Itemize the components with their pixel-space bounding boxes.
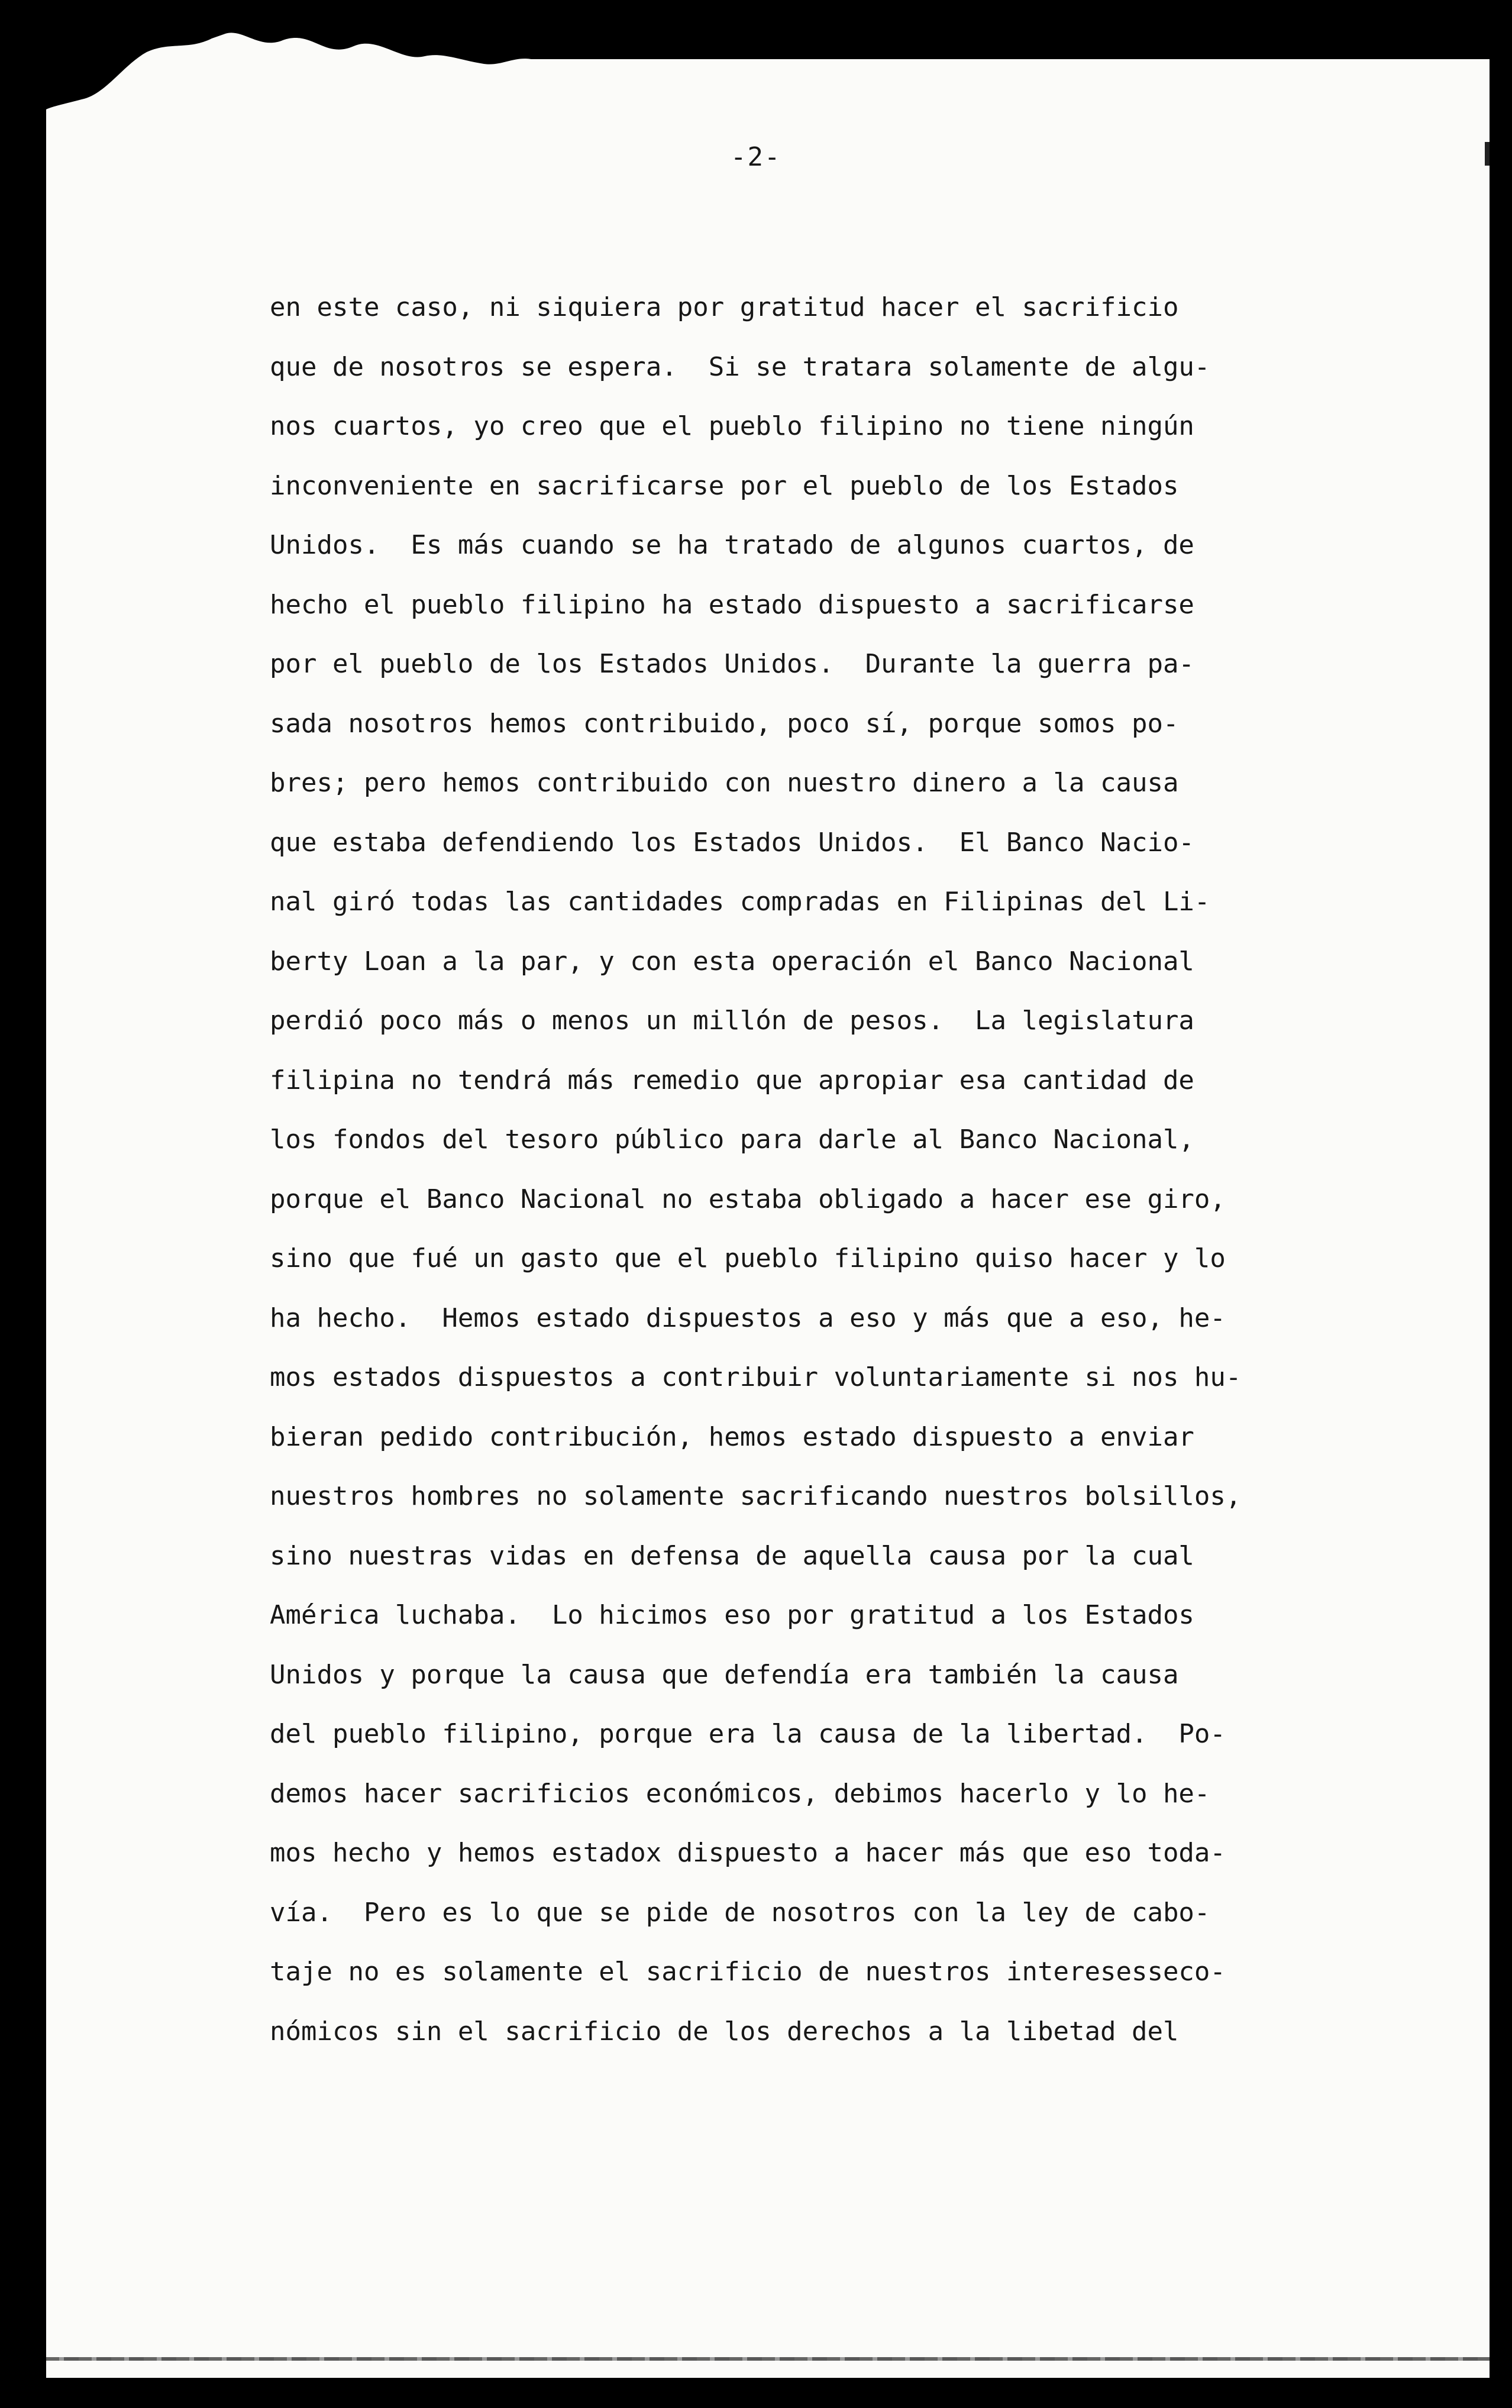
text-line: hecho el pueblo filipino ha estado dispuesto a sacrificarse [270, 589, 1194, 620]
text-line: vía. Pero es lo que se pide de nosotros con la ley de cabo- [270, 1897, 1210, 1928]
text-line: Unidos y porque la causa que defendía era también la causa [270, 1659, 1179, 1690]
text-line: berty Loan a la par, y con esta operación el Banco Nacional [270, 946, 1194, 977]
text-line: perdió poco más o menos un millón de pesos. La legislatura [270, 1006, 1194, 1036]
text-line: mos estados dispuestos a contribuir voluntariamente si nos hu- [270, 1362, 1242, 1392]
page-number: -2- [731, 142, 781, 172]
text-line: bres; pero hemos contribuido con nuestro dinero a la causa [270, 768, 1179, 798]
torn-paper-edge [46, 24, 1490, 124]
text-line: porque el Banco Nacional no estaba obligado a hacer ese giro, [270, 1184, 1226, 1214]
text-line: sino que fué un gasto que el pueblo filipino quiso hacer y lo [270, 1243, 1226, 1274]
text-line: que de nosotros se espera. Si se tratara solamente de algu- [270, 351, 1210, 382]
text-line: taje no es solamente el sacrificio de nuestros interesesseco- [270, 1957, 1226, 1987]
text-line: nos cuartos, yo creo que el pueblo filipino no tiene ningún [270, 411, 1194, 441]
text-line: sino nuestras vidas en defensa de aquella causa por la cual [270, 1540, 1194, 1571]
text-line: filipina no tendrá más remedio que apropiar esa cantidad de [270, 1065, 1194, 1095]
scan-artifact-mark [1485, 142, 1490, 166]
text-line: bieran pedido contribución, hemos estado dispuesto a enviar [270, 1421, 1194, 1452]
body-text [270, 278, 1382, 2061]
text-line: ha hecho. Hemos estado dispuestos a eso y más que a eso, he- [270, 1302, 1226, 1333]
text-line: nómicos sin el sacrificio de los derechos a la libetad del [270, 2016, 1179, 2047]
text-line: en este caso, ni siquiera por gratitud hacer el sacrificio [270, 292, 1179, 322]
text-line: del pueblo filipino, porque era la causa de la libertad. Po- [270, 1719, 1226, 1749]
text-line: nal giró todas las cantidades compradas en Filipinas del Li- [270, 887, 1210, 917]
text-line: mos hecho y hemos estadox dispuesto a hacer más que eso toda- [270, 1838, 1226, 1868]
text-line: demos hacer sacrificios económicos, debimos hacerlo y lo he- [270, 1778, 1210, 1809]
text-line: nuestros hombres no solamente sacrificando nuestros bolsillos, [270, 1481, 1242, 1511]
text-line: por el pueblo de los Estados Unidos. Durante la guerra pa- [270, 649, 1194, 679]
text-line: sada nosotros hemos contribuido, poco sí, porque somos po- [270, 708, 1179, 739]
text-line: Unidos. Es más cuando se ha tratado de algunos cuartos, de [270, 530, 1194, 560]
text-line: inconveniente en sacrificarse por el pueblo de los Estados [270, 470, 1179, 501]
text-line: América luchaba. Lo hicimos eso por gratitud a los Estados [270, 1600, 1194, 1630]
text-line: los fondos del tesoro público para darle al Banco Nacional, [270, 1124, 1194, 1155]
text-line: que estaba defendiendo los Estados Unidos. El Banco Nacio- [270, 827, 1194, 858]
bottom-rule-line [46, 2357, 1490, 2361]
